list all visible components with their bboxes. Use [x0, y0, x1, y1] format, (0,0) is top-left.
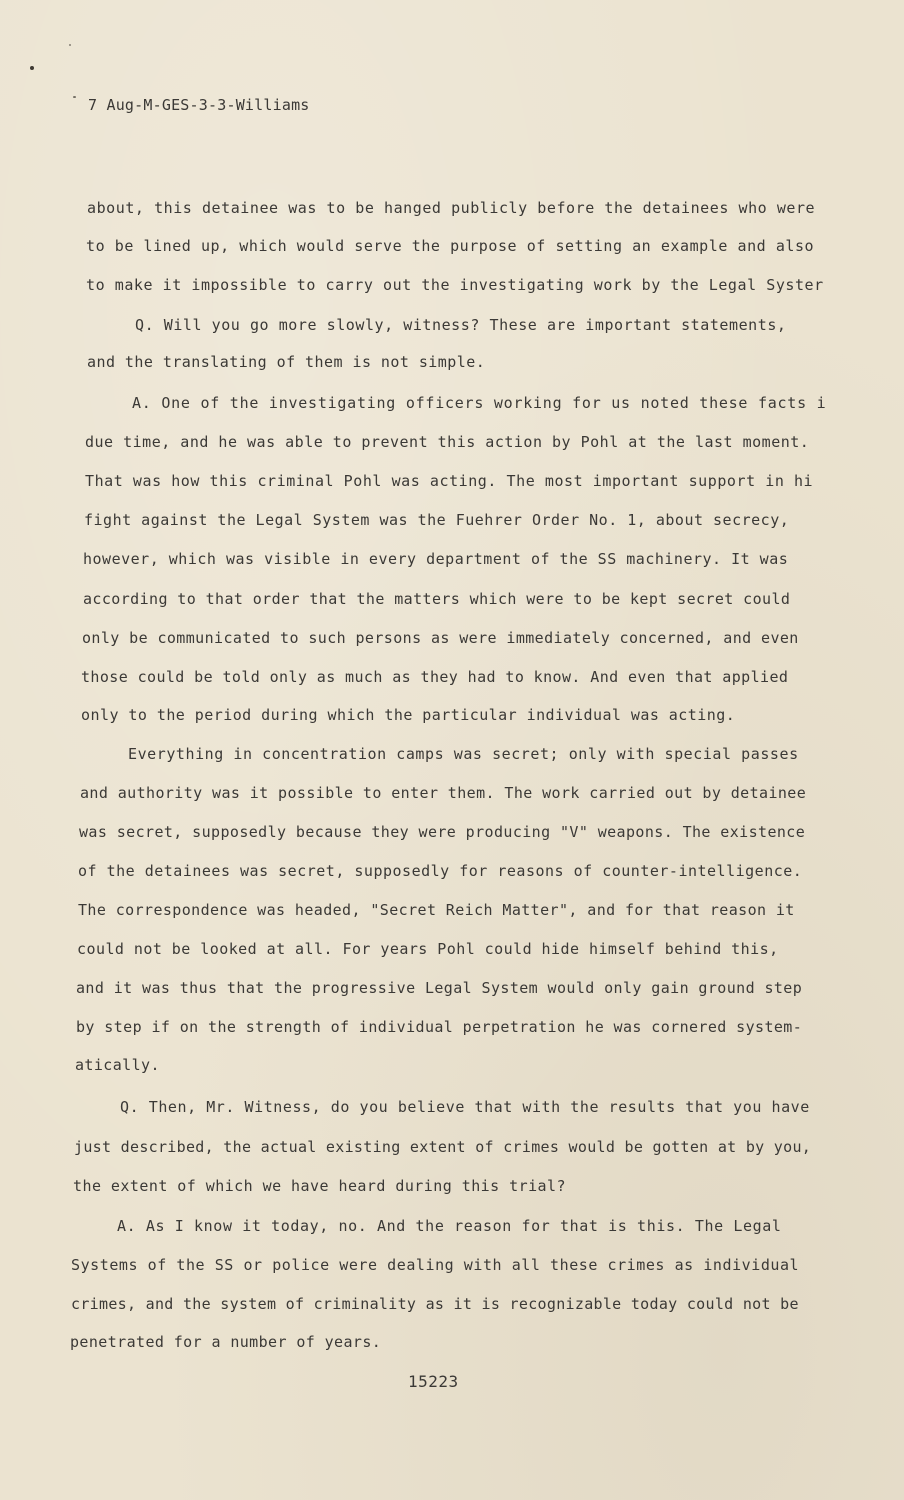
text-line: by step if on the strength of individual perpetration he was cornered system- [76, 1018, 803, 1036]
text-line: Q. Then, Mr. Witness, do you believe that with the results that you have [120, 1098, 810, 1116]
text-line: just described, the actual existing extent of crimes would be gotten at by you, [74, 1138, 812, 1156]
ink-speck [69, 44, 71, 46]
text-line: Systems of the SS or police were dealing with all these crimes as individual [71, 1256, 800, 1274]
text-line: the extent of which we have heard during this trial? [73, 1177, 566, 1195]
ink-speck [73, 96, 76, 98]
text-line: penetrated for a number of years. [70, 1333, 382, 1351]
text-line: fight against the Legal System was the Fuehrer Order No. 1, about secrecy, [84, 511, 790, 529]
text-line: could not be looked at all. For years Pohl could hide himself behind this, [77, 940, 779, 958]
text-line: due time, and he was able to prevent this action by Pohl at the last moment. [85, 433, 810, 451]
text-line: and the translating of them is not simple. [87, 353, 486, 371]
text-line: The correspondence was headed, "Secret Reich Matter", and for that reason it [78, 901, 795, 919]
text-line: and it was thus that the progressive Legal System would only gain ground step [76, 979, 803, 997]
text-line: That was how this criminal Pohl was acting. The most important support in hi [85, 472, 814, 490]
text-line: A. As I know it today, no. And the reason for that is this. The Legal [117, 1217, 782, 1235]
text-line: those could be told only as much as they had to know. And even that applied [81, 668, 789, 686]
ink-speck [30, 66, 34, 70]
text-line: was secret, supposedly because they were producing "V" weapons. The existence [79, 823, 806, 841]
text-line: Everything in concentration camps was secret; only with special passes [128, 745, 799, 763]
text-line: to be lined up, which would serve the purpose of setting an example and also [86, 237, 815, 255]
text-line: however, which was visible in every department of the SS machinery. It was [83, 550, 789, 568]
text-line: of the detainees was secret, supposedly for reasons of counter-intelligence. [78, 862, 803, 880]
text-line: only to the period during which the particular individual was acting. [81, 706, 736, 724]
text-line: according to that order that the matters which were to be kept secret could [83, 590, 791, 608]
text-line: about, this detainee was to be hanged publicly before the detainees who were [87, 199, 816, 217]
text-line: crimes, and the system of criminality as it is recognizable today could not be [71, 1295, 799, 1313]
page-number: 15223 [408, 1372, 459, 1391]
text-line: and authority was it possible to enter them. The work carried out by detainee [80, 784, 807, 802]
text-line: A. One of the investigating officers working for us noted these facts i [132, 394, 827, 412]
text-line: only be communicated to such persons as were immediately concerned, and even [82, 629, 799, 647]
text-line: to make it impossible to carry out the investigating work by the Legal Syster [86, 276, 824, 294]
text-line: atically. [75, 1056, 160, 1074]
document-header: 7 Aug-M-GES-3-3-Williams [88, 96, 310, 114]
text-line: Q. Will you go more slowly, witness? These are important statements, [135, 316, 787, 334]
